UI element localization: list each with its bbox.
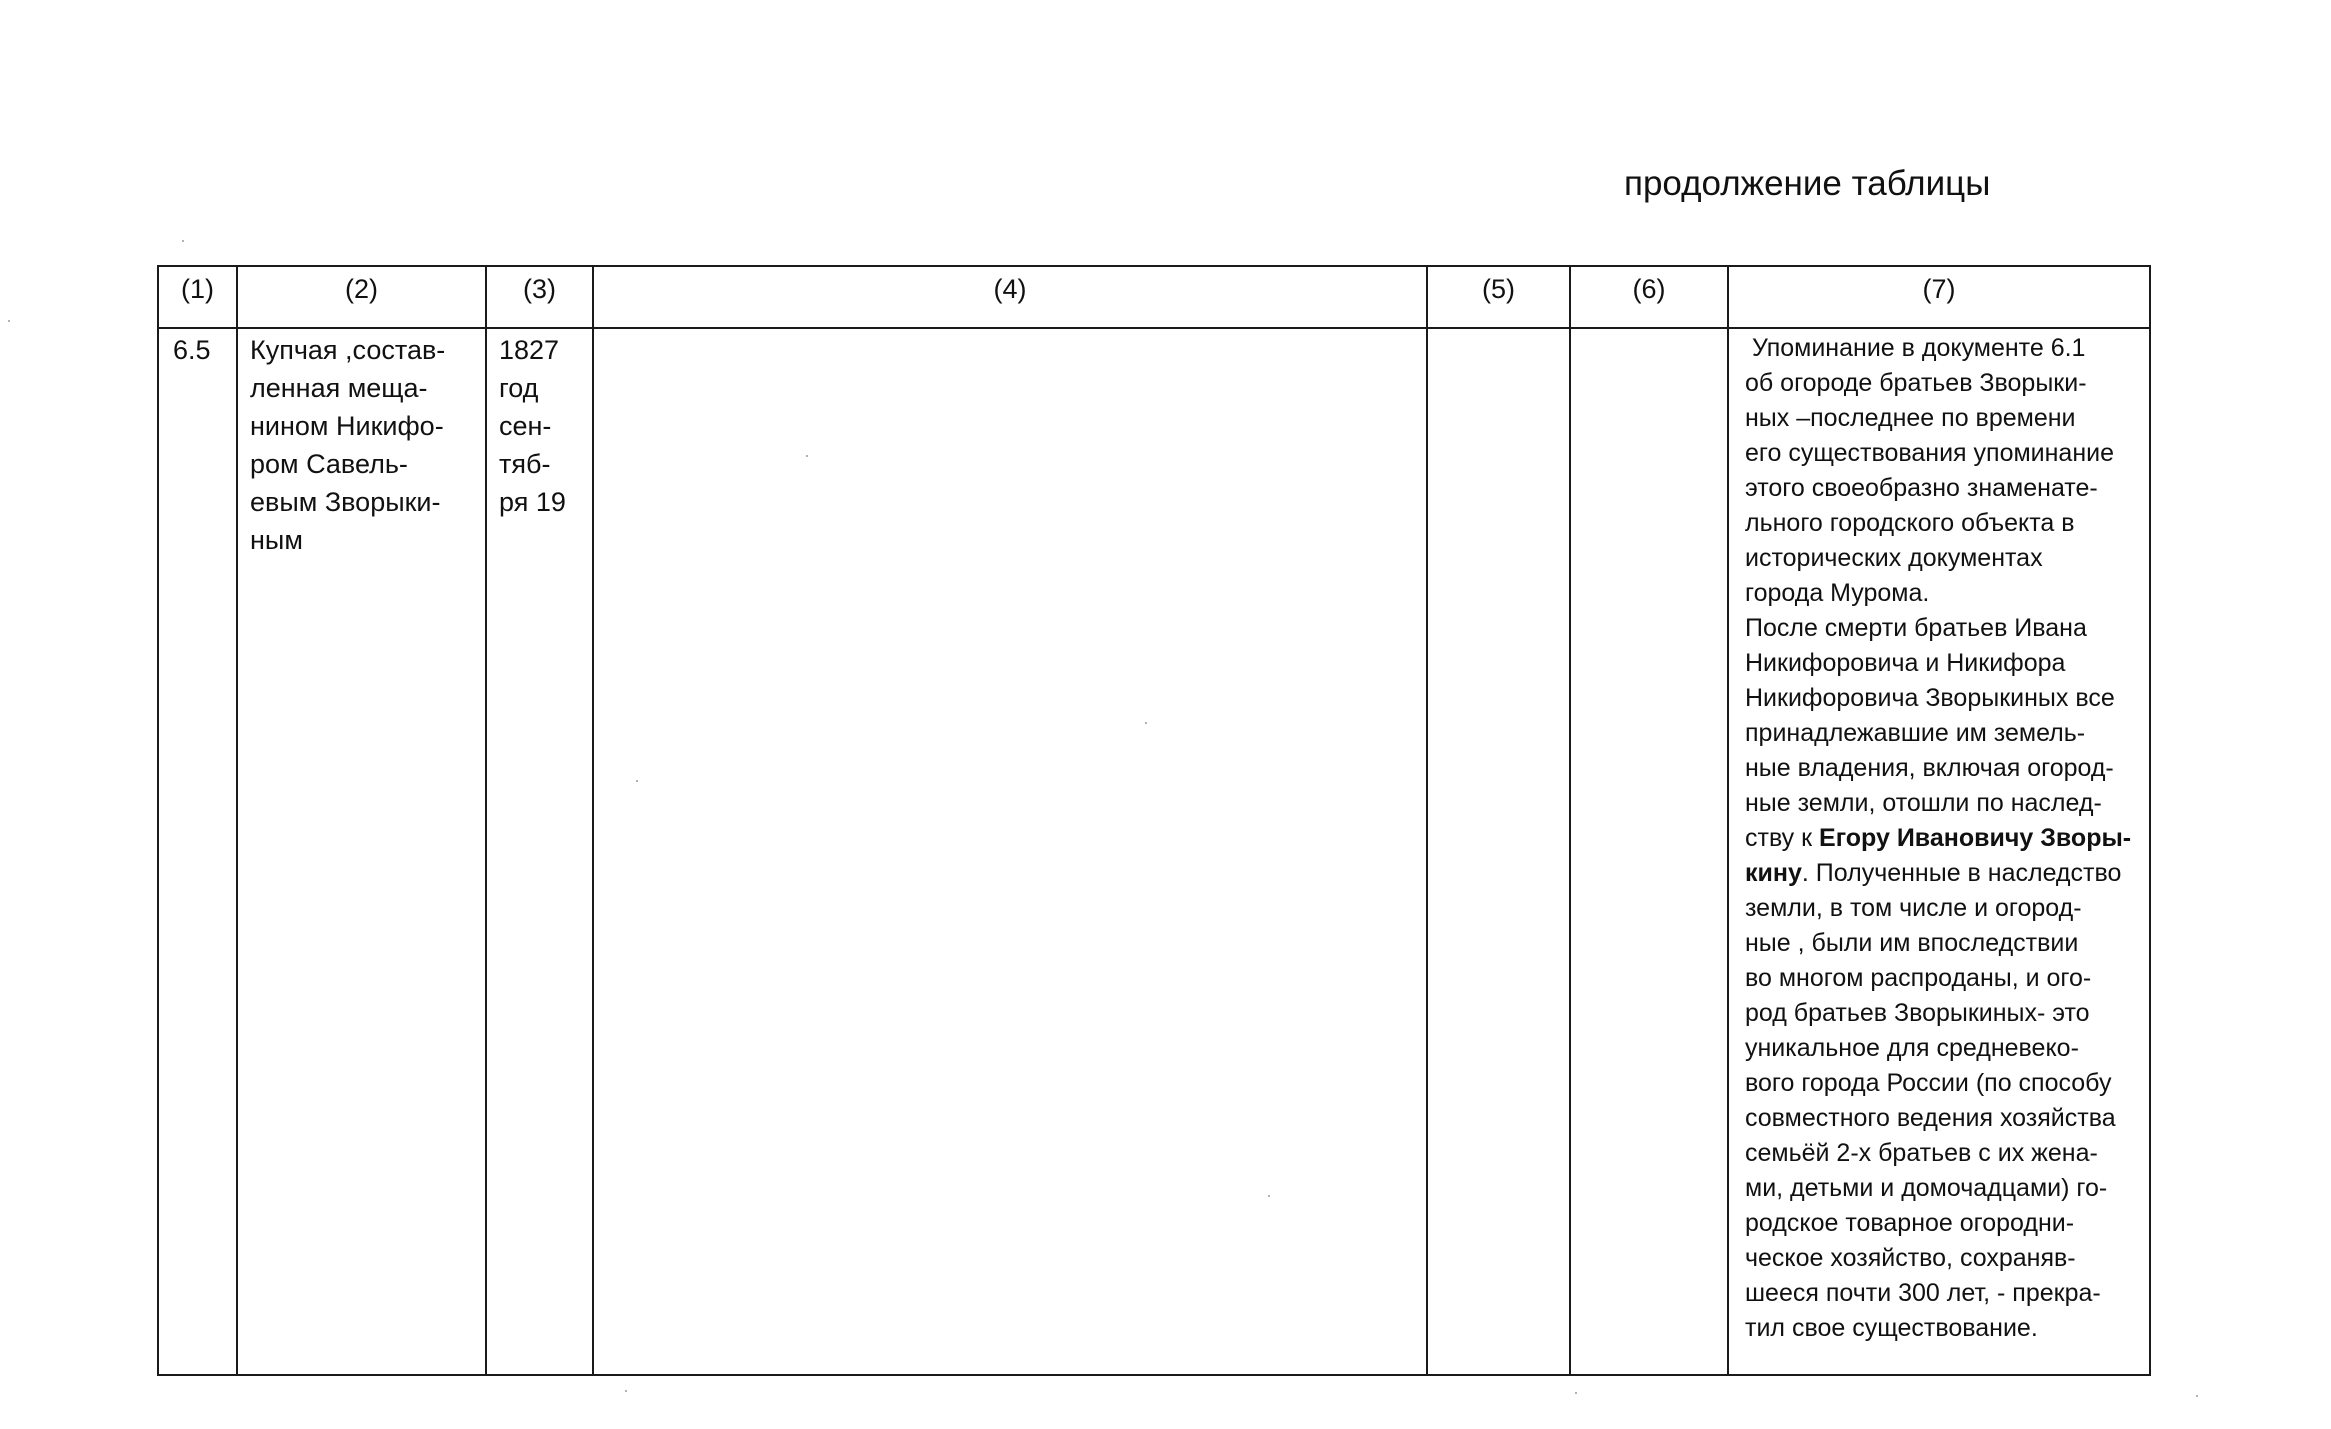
notes-line: его существования упоминание bbox=[1745, 439, 2115, 467]
notes-line: родское товарное огородни- bbox=[1745, 1209, 2075, 1237]
description-line: Купчая ,состав- bbox=[250, 335, 446, 365]
notes-line: ных –последнее по времени bbox=[1745, 404, 2076, 432]
header-row bbox=[158, 266, 2150, 328]
notes-line: Упоминание в документе 6.1 bbox=[1745, 334, 2086, 362]
scan-speck bbox=[806, 455, 808, 457]
notes-line: этого своеобразно знаменате- bbox=[1745, 474, 2098, 502]
notes-line-mixed bbox=[1745, 856, 2137, 891]
notes-line: ные владения, включая огород- bbox=[1745, 754, 2114, 782]
notes-line: вого города России (по способу bbox=[1745, 1069, 2112, 1097]
notes-line: города Мурома. bbox=[1745, 579, 1930, 607]
notes-text: . Полученные в наследство bbox=[1801, 859, 2122, 887]
heir-name-bold: Егору Ивановичу Зворы- bbox=[1819, 824, 2132, 852]
scan-speck bbox=[1145, 722, 1147, 724]
empty-cell-4 bbox=[593, 328, 1427, 1375]
header-cell-5: (5) bbox=[1427, 266, 1570, 328]
heir-name-bold: кину bbox=[1745, 859, 1802, 887]
scan-speck bbox=[8, 320, 10, 322]
notes-line: об огороде братьев Зворыки- bbox=[1745, 369, 2087, 397]
notes-line: ми, детьми и домочадцами) го- bbox=[1745, 1174, 2108, 1202]
notes-line: ные земли, отошли по наслед- bbox=[1745, 789, 2102, 817]
header-cell-3: (3) bbox=[486, 266, 593, 328]
data-table bbox=[157, 265, 2151, 1376]
description-line: ром Савель- bbox=[250, 449, 408, 479]
page-heading: продолжение таблицы bbox=[1624, 164, 1991, 203]
description-line: ленная меща- bbox=[250, 373, 428, 403]
notes-line: исторических документах bbox=[1745, 544, 2043, 572]
notes-line: После смерти братьев Ивана bbox=[1745, 614, 2087, 642]
notes-line: уникальное для средневеко- bbox=[1745, 1034, 2079, 1062]
notes-line-mixed bbox=[1745, 821, 2137, 856]
scan-speck bbox=[1268, 1195, 1270, 1197]
notes-line: ные , были им впоследствии bbox=[1745, 929, 2079, 957]
scan-speck bbox=[625, 1390, 627, 1392]
row-number: 6.5 bbox=[173, 335, 211, 365]
scan-speck bbox=[2196, 1395, 2198, 1397]
notes-line: тил свое существование. bbox=[1745, 1314, 2038, 1342]
notes-line: шееся почти 300 лет, - прекра- bbox=[1745, 1279, 2101, 1307]
notes-cell bbox=[1728, 328, 2150, 1375]
notes-line: род братьев Зворыкиных- это bbox=[1745, 999, 2090, 1027]
date-line: ря 19 bbox=[499, 487, 566, 517]
notes-line: совместного ведения хозяйства bbox=[1745, 1104, 2116, 1132]
scan-speck bbox=[636, 780, 638, 782]
notes-line: ческое хозяйство, сохраняв- bbox=[1745, 1244, 2076, 1272]
notes-line: льного городского объекта в bbox=[1745, 509, 2075, 537]
scan-speck bbox=[1575, 1392, 1577, 1394]
description-line: ным bbox=[250, 525, 303, 555]
header-cell-4: (4) bbox=[593, 266, 1427, 328]
date-line: тяб- bbox=[499, 449, 551, 479]
date-line: год bbox=[499, 373, 539, 403]
description-line: евым Зворыки- bbox=[250, 487, 441, 517]
notes-line: Никифоровича Зворыкиных все bbox=[1745, 684, 2115, 712]
description-line: нином Никифо- bbox=[250, 411, 444, 441]
header-cell-7: (7) bbox=[1728, 266, 2150, 328]
notes-line: семьёй 2-х братьев с их жена- bbox=[1745, 1139, 2098, 1167]
header-cell-1: (1) bbox=[158, 266, 237, 328]
header-cell-2: (2) bbox=[237, 266, 486, 328]
scan-speck bbox=[182, 240, 184, 242]
row-number-cell bbox=[158, 328, 237, 1375]
header-cell-6: (6) bbox=[1570, 266, 1728, 328]
date-cell bbox=[486, 328, 593, 1375]
empty-cell-5 bbox=[1427, 328, 1570, 1375]
date-line: сен- bbox=[499, 411, 552, 441]
notes-line: Никифоровича и Никифора bbox=[1745, 649, 2066, 677]
document-description-cell bbox=[237, 328, 486, 1375]
notes-text: ству к bbox=[1745, 824, 1820, 852]
notes-line: земли, в том числе и огород- bbox=[1745, 894, 2082, 922]
notes-line: принадлежавшие им земель- bbox=[1745, 719, 2086, 747]
notes-line: во многом распроданы, и ого- bbox=[1745, 964, 2092, 992]
empty-cell-6 bbox=[1570, 328, 1728, 1375]
table-row bbox=[158, 328, 2150, 1375]
date-line: 1827 bbox=[499, 335, 560, 365]
